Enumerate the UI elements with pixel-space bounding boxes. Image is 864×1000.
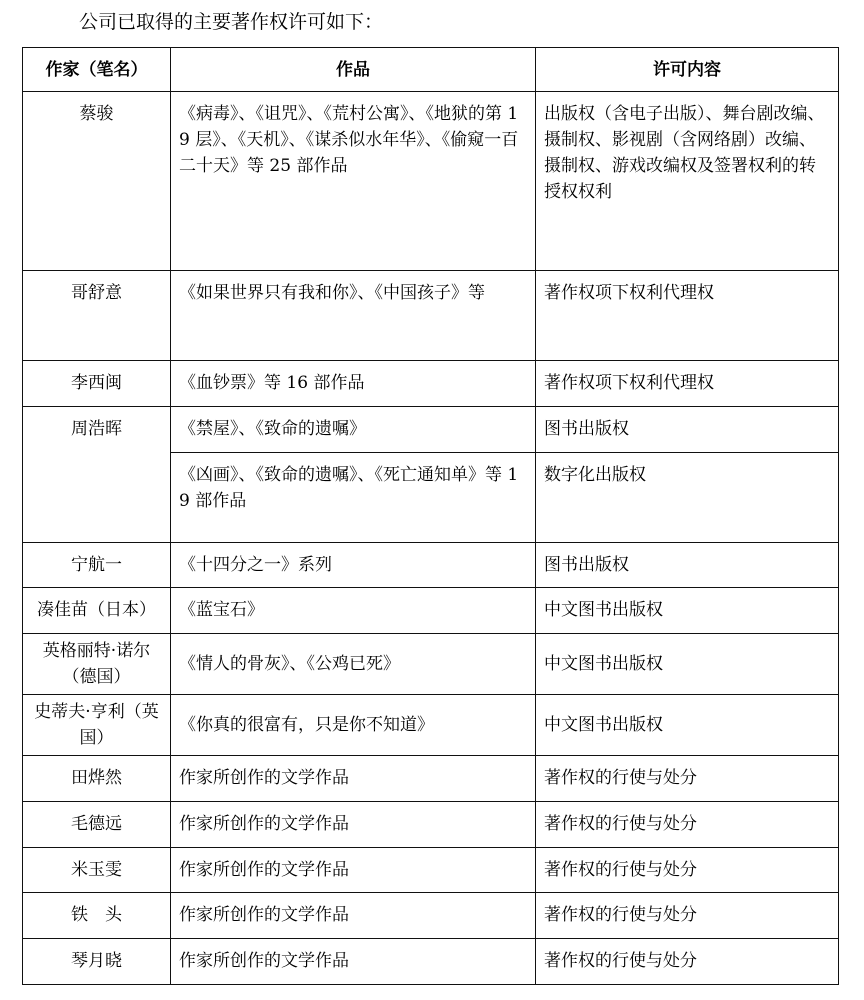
license-cell: 著作权项下权利代理权 <box>536 361 839 407</box>
table-row <box>23 361 839 407</box>
license-cell: 出版权（含电子出版）、舞台剧改编、摄制权、影视剧（含网络剧）改编、摄制权、游戏改编权及签署权利的转授权权利 <box>536 92 839 271</box>
license-cell: 著作权的行使与处分 <box>536 756 839 802</box>
license-table <box>22 47 839 985</box>
works-cell: 作家所创作的文学作品 <box>171 893 536 939</box>
author-cell: 蔡骏 <box>23 92 171 271</box>
license-cell: 中文图书出版权 <box>536 588 839 634</box>
table-row <box>23 939 839 985</box>
author-cell: 凑佳苗（日本） <box>23 588 171 634</box>
header-license: 许可内容 <box>536 48 839 92</box>
table-row <box>23 92 839 271</box>
license-cell: 中文图书出版权 <box>536 634 839 695</box>
author-cell: 周浩晖 <box>23 407 171 543</box>
license-cell: 著作权的行使与处分 <box>536 848 839 893</box>
table-row <box>23 543 839 588</box>
author-cell: 铁 头 <box>23 893 171 939</box>
table-row <box>23 802 839 848</box>
works-cell: 作家所创作的文学作品 <box>171 848 536 893</box>
license-cell: 图书出版权 <box>536 543 839 588</box>
table-header-row <box>23 48 839 92</box>
table-row <box>23 756 839 802</box>
table-row <box>23 695 839 756</box>
author-cell: 琴月晓 <box>23 939 171 985</box>
author-cell: 英格丽特·诺尔（德国） <box>23 634 171 695</box>
table-row <box>23 407 839 453</box>
works-cell: 《如果世界只有我和你》、《中国孩子》等 <box>171 271 536 361</box>
license-cell: 著作权的行使与处分 <box>536 939 839 985</box>
table-row <box>23 848 839 893</box>
license-cell: 中文图书出版权 <box>536 695 839 756</box>
license-cell: 著作权的行使与处分 <box>536 893 839 939</box>
author-cell: 史蒂夫·亨利（英国） <box>23 695 171 756</box>
works-cell: 作家所创作的文学作品 <box>171 756 536 802</box>
author-cell: 李西闽 <box>23 361 171 407</box>
works-cell: 《你真的很富有，只是你不知道》 <box>171 695 536 756</box>
table-row <box>23 271 839 361</box>
author-cell: 哥舒意 <box>23 271 171 361</box>
author-cell: 宁航一 <box>23 543 171 588</box>
works-cell: 《凶画》、《致命的遗嘱》、《死亡通知单》等 19 部作品 <box>171 453 536 543</box>
license-cell: 数字化出版权 <box>536 453 839 543</box>
table-row <box>23 588 839 634</box>
works-cell: 《禁屋》、《致命的遗嘱》 <box>171 407 536 453</box>
license-cell: 著作权的行使与处分 <box>536 802 839 848</box>
works-cell: 《蓝宝石》 <box>171 588 536 634</box>
author-cell: 毛德远 <box>23 802 171 848</box>
works-cell: 《情人的骨灰》、《公鸡已死》 <box>171 634 536 695</box>
table-row <box>23 634 839 695</box>
author-cell: 米玉雯 <box>23 848 171 893</box>
intro-text: 公司已取得的主要著作权许可如下： <box>79 11 384 33</box>
header-author: 作家（笔名） <box>23 48 171 92</box>
license-cell: 图书出版权 <box>536 407 839 453</box>
author-cell: 田烨然 <box>23 756 171 802</box>
works-cell: 《血钞票》等 16 部作品 <box>171 361 536 407</box>
works-cell: 《十四分之一》系列 <box>171 543 536 588</box>
works-cell: 《病毒》、《诅咒》、《荒村公寓》、《地狱的第 19 层》、《天机》、《谋杀似水年华》、《偷窥一百二十天》等 25 部作品 <box>171 92 536 271</box>
header-works: 作品 <box>171 48 536 92</box>
works-cell: 作家所创作的文学作品 <box>171 939 536 985</box>
table-row <box>23 893 839 939</box>
license-cell: 著作权项下权利代理权 <box>536 271 839 361</box>
works-cell: 作家所创作的文学作品 <box>171 802 536 848</box>
